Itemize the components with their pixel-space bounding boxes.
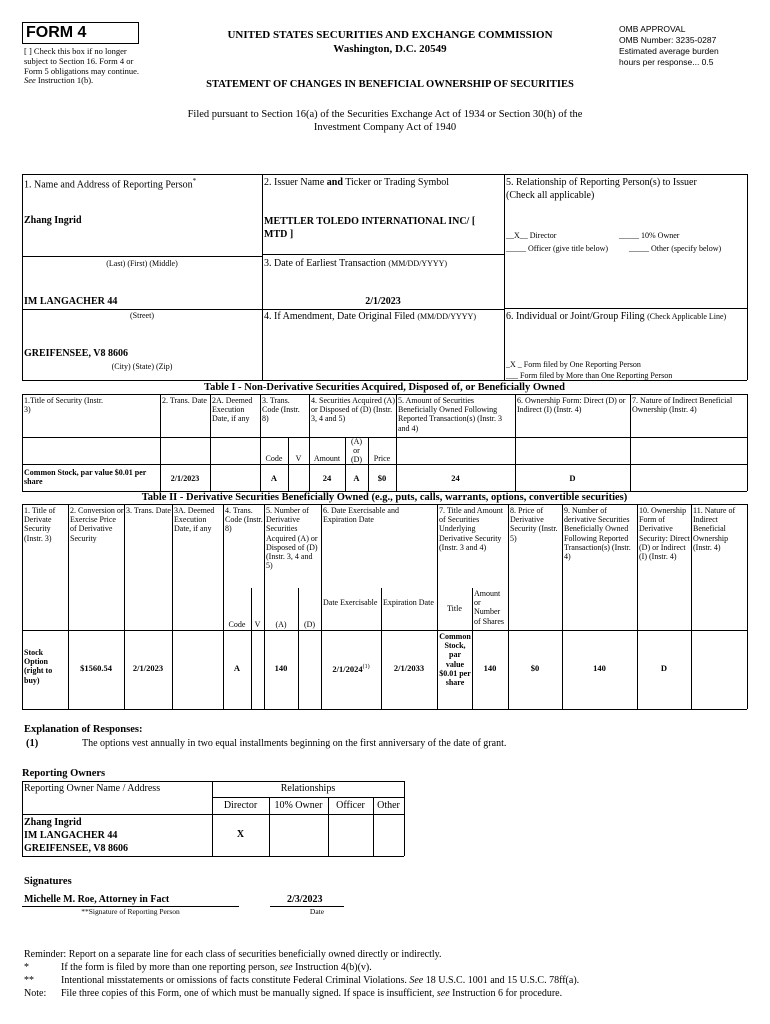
omb-line2: OMB Number: 3235-0287	[619, 35, 717, 45]
t1-h7: 7. Nature of Indirect Beneficial Ownership (Instr. 4)	[632, 396, 733, 415]
t1-sub-price: Price	[373, 454, 391, 463]
street-hint: (Street)	[130, 311, 154, 320]
t1-row-date: 2/1/2023	[170, 474, 200, 483]
t2-h8: 8. Price of Derivative Security (Instr. 5)	[510, 506, 558, 543]
t2-row-title: Stock Option (right to buy)	[24, 648, 53, 685]
box4-label-text: 4. If Amendment, Date Original Filed	[264, 311, 418, 322]
star2-a: Intentional misstatements or omissions of facts constitute Federal Criminal Violations.	[61, 975, 410, 986]
note-see: see	[436, 988, 450, 999]
reminder-star1: *	[24, 962, 29, 973]
t2-h6: 6. Date Exercisable and Expiration Date	[323, 506, 399, 525]
reminder-line: Reminder: Report on a separate line for each class of securities beneficially owned directly or indirectly.	[24, 949, 442, 960]
box3-label-text: 3. Date of Earliest Transaction	[264, 258, 389, 269]
t2-sub-d: (D)	[303, 620, 316, 629]
t2-row-owned: 140	[593, 663, 606, 673]
filing-opt2: ___ Form filed by More than One Reporting Person	[506, 371, 673, 380]
explanation-num: (1)	[26, 738, 39, 749]
note-a: File three copies of this Form, one of which must be manually signed. If space is insufficient,	[61, 988, 437, 999]
box2-label-b: Ticker or Trading Symbol	[342, 177, 450, 188]
omb-line3: Estimated average burden	[619, 46, 719, 56]
rel-10pct-owner: _____ 10% Owner	[619, 231, 680, 240]
box4-label	[264, 311, 476, 323]
signature-date-label: Date	[309, 907, 325, 916]
owners-col-dir: Director	[223, 800, 258, 811]
owner-name: Zhang Ingrid	[24, 817, 82, 828]
t2-sub-v: V	[254, 620, 261, 629]
reminder-note-text	[61, 988, 562, 1000]
box2-label-a: 2. Issuer Name	[264, 177, 327, 188]
reminder-star2: **	[24, 975, 34, 986]
omb-approval	[619, 24, 759, 68]
t2-h3a: 3A. Deemed Execution Date, if any	[174, 506, 215, 534]
owners-col-oth: Other	[377, 800, 400, 811]
t1-sub-v: V	[295, 454, 302, 463]
signature-name: Michelle M. Roe, Attorney in Fact	[24, 894, 170, 905]
owners-heading: Reporting Owners	[22, 768, 106, 779]
t2-row-deriv-price: $0	[530, 663, 540, 673]
filed-pursuant	[120, 108, 650, 134]
t2-h5: 5. Number of Derivative Securities Acquired (A) or Disposed of (D) (Instr. 3, 4 and 5)	[266, 506, 318, 571]
explanation-heading: Explanation of Responses:	[24, 724, 143, 735]
box5-line2: (Check all applicable)	[506, 190, 595, 201]
agency-heading	[190, 28, 590, 56]
t1-sub-aord: (A) or (D)	[350, 437, 363, 465]
t1-row-form: D	[569, 473, 576, 483]
box6-label-text: 6. Individual or Joint/Group Filing	[506, 311, 648, 322]
reporting-street: IM LANGACHER 44	[24, 296, 118, 307]
box4-hint: (MM/DD/YYYY)	[417, 312, 476, 321]
box5-line1: 5. Relationship of Reporting Person(s) to Issuer	[506, 177, 697, 188]
t2-row-exer-note: (1)	[362, 664, 370, 670]
owner-director-mark: X	[236, 829, 245, 840]
star2-b: 18 U.S.C. 1001 and 15 U.S.C. 78ff(a).	[423, 975, 580, 986]
t2-h9: 9. Number of derivative Securities Beneficially Owned Following Reported Transaction(s) (Instr. 4)	[564, 506, 631, 561]
signature-label: **Signature of Reporting Person	[81, 907, 180, 916]
reminder-note: Note:	[24, 988, 47, 999]
box6-hint: (Check Applicable Line)	[647, 312, 727, 321]
t2-row-a: 140	[274, 663, 288, 673]
table1-title: Table I - Non-Derivative Securities Acquired, Disposed of, or Beneficially Owned	[204, 382, 565, 393]
t1-row-owned: 24	[451, 473, 460, 483]
owners-col-rel: Relationships	[280, 783, 336, 794]
t2-row-under-title: Common Stock, par value $0.01 per share	[439, 632, 471, 687]
t2-sub-a: (A)	[275, 620, 287, 629]
t2-h11: 11. Nature of Indirect Beneficial Ownership (Instr. 4)	[693, 506, 736, 552]
rel-officer: _____ Officer (give title below)	[506, 244, 609, 253]
t1-h5: 5. Amount of Securities Beneficially Owned Following Reported Transaction(s) (Instr. 3 and 4)	[398, 396, 502, 433]
box2-label	[264, 177, 449, 189]
t2-h7: 7. Title and Amount of Securities Underlying Derivative Security (Instr. 3 and 4)	[439, 506, 504, 552]
reporting-city: GREIFENSEE, V8 8606	[24, 348, 129, 359]
t2-row-exp: 2/1/2033	[393, 663, 425, 673]
issuer-line1: METTLER TOLEDO INTERNATIONAL INC/ [	[264, 216, 476, 227]
t1-h4: 4. Securities Acquired (A) or Disposed of (D) (Instr. 3, 4 and 5)	[311, 396, 395, 424]
t2-h3: 3. Trans. Date	[126, 506, 171, 515]
city-hint: (City) (State) (Zip)	[111, 362, 173, 371]
t2-row-exer-date: 2/1/2024	[332, 663, 363, 674]
t1-h3: 3. Trans. Code (Instr. 8)	[262, 396, 300, 424]
box2-label-and: and	[326, 177, 343, 188]
t1-h2a: 2A. Deemed Execution Date, if any	[212, 396, 253, 424]
table2-title-text: Table II - Derivative Securities Beneficially Owned (e.g., puts, calls, warrants, options, convertible securities)	[141, 492, 628, 503]
star1-see: see	[279, 962, 293, 973]
note-b: Instruction 6 for procedure.	[449, 988, 563, 999]
owner-addr2: GREIFENSEE, V8 8606	[24, 843, 129, 854]
earliest-transaction-date: 2/1/2023	[365, 296, 401, 307]
form-title: FORM 4	[26, 24, 87, 41]
reminder-star2-text	[61, 975, 579, 987]
rel-other: _____ Other (specify below)	[629, 244, 722, 253]
t1-sub-amount: Amount	[313, 454, 341, 463]
box6-label	[506, 311, 744, 323]
owners-col-off: Officer	[336, 800, 365, 811]
box1-label-text: 1. Name and Address of Reporting Person	[24, 179, 193, 191]
filed-line2: Investment Company Act of 1940	[313, 122, 457, 133]
box3-hint: (MM/DD/YYYY)	[388, 259, 448, 268]
t2-sub-code: Code	[228, 620, 246, 629]
owners-col-own: 10% Owner	[274, 800, 323, 811]
t2-row-form: D	[660, 663, 668, 673]
issuer-line2: MTD ]	[264, 229, 294, 240]
box3-label	[264, 258, 447, 270]
reminder-star1-text	[61, 962, 372, 974]
name-hint: (Last) (First) (Middle)	[106, 259, 178, 268]
t2-sub-exp: Expiration Date	[383, 598, 434, 607]
t2-h4: 4. Trans. Code (Instr. 8)	[225, 506, 263, 534]
box1-label	[24, 177, 196, 191]
owner-address	[24, 816, 128, 855]
t1-row-aord: A	[353, 473, 360, 483]
explanation-text: The options vest annually in two equal installments beginning on the first anniversary of the date of grant.	[82, 738, 507, 749]
t1-sub-code: Code	[265, 454, 283, 463]
table2-title	[22, 492, 747, 504]
signatures-heading: Signatures	[24, 876, 72, 887]
form-id-box	[22, 22, 139, 44]
agency-line1: UNITED STATES SECURITIES AND EXCHANGE COMMISSION	[227, 29, 553, 41]
star1-b: Instruction 4(b)(v).	[292, 962, 372, 973]
t1-row-title: Common Stock, par value $0.01 per share	[24, 468, 147, 487]
t2-sub-amount: Amount or Number of Shares	[474, 589, 504, 626]
owners-col-name: Reporting Owner Name / Address	[24, 783, 161, 794]
t2-sub-exer: Date Exercisable	[323, 598, 378, 607]
t2-row-exer	[321, 664, 381, 675]
t2-h1: 1. Title of Derivate Security (Instr. 3)	[24, 506, 56, 543]
t2-row-date: 2/1/2023	[132, 663, 164, 673]
check-text: [ ] Check this box if no longer subject to Section 16. Form 4 or Form 5 obligations may continue.	[24, 46, 139, 76]
filing-opt1: _X _ Form filed by One Reporting Person	[506, 360, 641, 369]
star1-a: If the form is filed by more than one reporting person,	[61, 962, 280, 973]
t2-h10: 10. Ownership Form of Derivative Security: Direct (D) or Indirect (I) (Instr. 4)	[639, 506, 690, 561]
form-check-note	[24, 47, 152, 86]
owner-addr1: IM LANGACHER 44	[24, 830, 118, 841]
signature-date: 2/3/2023	[287, 894, 323, 905]
t1-row-code: A	[270, 473, 278, 483]
t2-sub-title: Title	[447, 604, 462, 613]
box1-mark: *	[192, 177, 197, 185]
issuer-name	[264, 215, 475, 241]
statement-title: STATEMENT OF CHANGES IN BENEFICIAL OWNERSHIP OF SECURITIES	[206, 79, 574, 90]
t1-h6: 6. Ownership Form: Direct (D) or Indirect (I) (Instr. 4)	[517, 396, 626, 415]
t1-h1: 1.Title of Security (Instr. 3)	[24, 396, 104, 415]
star2-see: See	[409, 975, 424, 986]
reporting-name: Zhang Ingrid	[24, 215, 82, 226]
box5-label	[506, 176, 746, 202]
t2-row-under-amount: 140	[483, 663, 497, 673]
check-see: See	[24, 75, 36, 86]
filed-line1: Filed pursuant to Section 16(a) of the Securities Exchange Act of 1934 or Section 30(h) of the	[187, 109, 583, 120]
t2-row-code: A	[233, 663, 241, 673]
t1-row-price: $0	[377, 473, 387, 483]
rel-director: __X__ Director	[506, 231, 557, 240]
t1-row-amount: 24	[322, 473, 332, 483]
check-instr: Instruction 1(b).	[35, 75, 94, 86]
omb-line4: hours per response... 0.5	[619, 57, 714, 67]
t2-row-price: $1560.54	[80, 663, 112, 673]
agency-line2: Washington, D.C. 20549	[333, 43, 447, 55]
t2-h2: 2. Conversion or Exercise Price of Derivative Security	[70, 506, 124, 543]
omb-line1: OMB APPROVAL	[619, 24, 686, 34]
t1-h2: 2. Trans. Date	[162, 396, 207, 405]
